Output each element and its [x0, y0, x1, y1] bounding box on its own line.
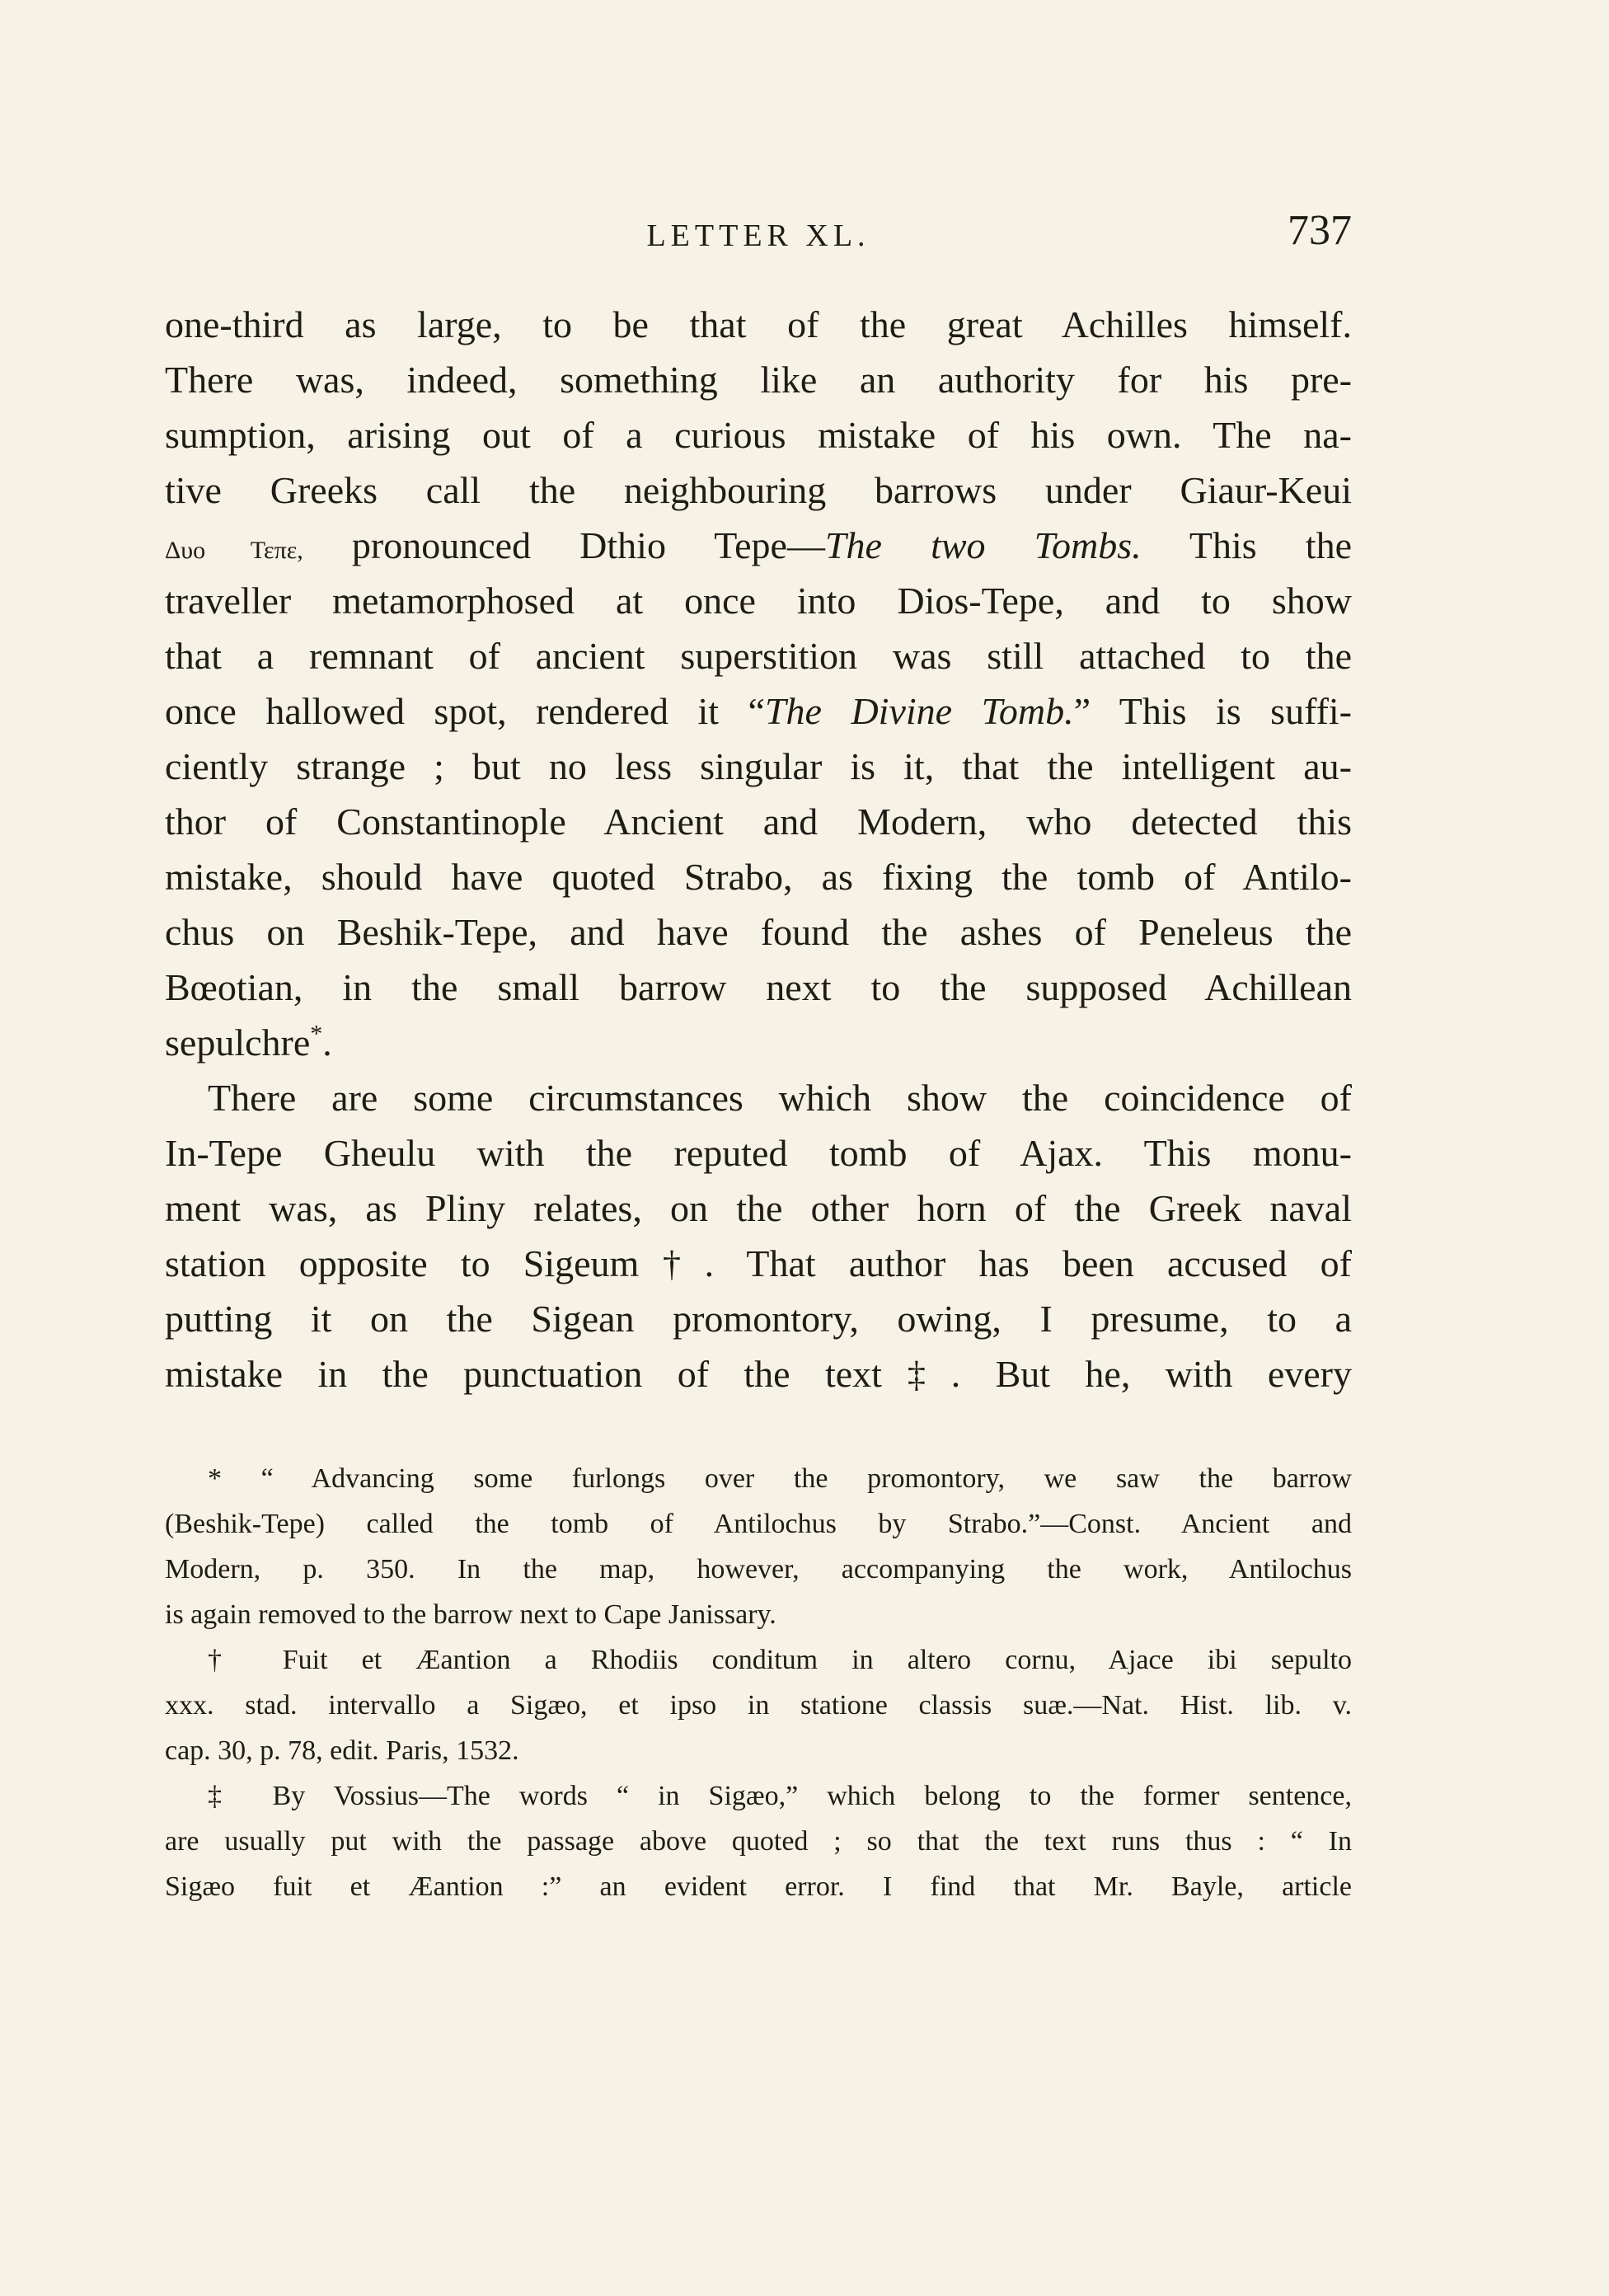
text-segment: mistake in the punctuation of the text — [165, 1353, 882, 1395]
text-line: sumption, arising out of a curious mistake of his own. The na- — [165, 414, 1352, 456]
greek-phrase: Δυο Τεπε, — [165, 537, 303, 564]
text-line: putting it on the Sigean promontory, owing, I presume, to a — [165, 1298, 1352, 1340]
text-line: In-Tepe Gheulu with the reputed tomb of Ajax. This monu- — [165, 1132, 1352, 1174]
italic-phrase: The two Tombs. — [824, 524, 1142, 566]
text-segment: sepulchre — [165, 1021, 311, 1063]
text-line: thor of Constantinople Ancient and Modern, who detected this — [165, 801, 1352, 843]
footnote-line: Sigæo fuit et Æantion :” an evident error. I find that Mr. Bayle, article — [165, 1871, 1352, 1902]
text-line: chus on Beshik-Tepe, and have found the ashes of Peneleus the — [165, 911, 1352, 953]
footnote-marker-double-dagger: ‡ — [881, 1355, 951, 1395]
footnote-line: xxx. stad. intervallo a Sigæo, et ipso in statione classis suæ.—Nat. Hist. lib. v. — [165, 1690, 1352, 1721]
text-line: There was, indeed, something like an authority for his pre- — [165, 359, 1352, 401]
footnote-line: ‡ By Vossius—The words “ in Sigæo,” which belong to the former sentence, — [208, 1781, 1352, 1811]
footnote-marker-dagger: † — [639, 1244, 705, 1284]
text-segment: . But he, with every — [950, 1353, 1352, 1395]
footnote-line: Modern, p. 350. In the map, however, accompanying the work, Antilochus — [165, 1554, 1352, 1585]
text-line — [165, 1346, 1352, 1402]
footnote-marker-asterisk: * — [310, 1020, 323, 1048]
text-line: that a remnant of ancient superstition was still attached to the — [165, 635, 1352, 677]
text-line: mistake, should have quoted Strabo, as fixing the tomb of Antilo- — [165, 856, 1352, 898]
footnote-line: cap. 30, p. 78, edit. Paris, 1532. — [165, 1735, 519, 1766]
running-head: LETTER XL. — [646, 218, 870, 253]
text-segment: once hallowed spot, rendered it “ — [165, 690, 765, 732]
text-line: one-third as large, to be that of the great Achilles himself. — [165, 303, 1352, 345]
text-segment: . That author has been accused of — [704, 1242, 1352, 1284]
text-line: traveller metamorphosed at once into Dios-Tepe, and to show — [165, 580, 1352, 622]
footnote-line: is again removed to the barrow next to Cape Janissary. — [165, 1599, 776, 1630]
text-line: Bœotian, in the small barrow next to the supposed Achillean — [165, 966, 1352, 1008]
footnote-line: † Fuit et Æantion a Rhodiis conditum in altero cornu, Ajace ibi sepulto — [208, 1645, 1352, 1675]
page-number: 737 — [1288, 207, 1352, 254]
text-segment: ” This is suffi- — [1073, 690, 1352, 732]
text-line — [165, 683, 1352, 739]
text-line — [165, 1236, 1352, 1291]
page-header — [165, 206, 1352, 272]
footnote-line: are usually put with the passage above quoted ; so that the text runs thus : “ In — [165, 1826, 1352, 1857]
footnote-line: * “ Advancing some furlongs over the promontory, we saw the barrow — [208, 1463, 1352, 1494]
text-line: ment was, as Pliny relates, on the other horn of the Greek naval — [165, 1187, 1352, 1229]
text-line: tive Greeks call the neighbouring barrows under Giaur-Keui — [165, 469, 1352, 511]
main-text — [165, 297, 1352, 1402]
text-segment: This the — [1189, 524, 1352, 566]
text-line — [165, 518, 1352, 573]
text-line: ciently strange ; but no less singular is it, that the intelligent au- — [165, 745, 1352, 787]
text-line — [165, 1015, 1352, 1070]
text-segment: station opposite to Sigeum — [165, 1242, 640, 1284]
footnotes — [165, 1456, 1352, 1909]
text-line: There are some circumstances which show the coincidence of — [208, 1077, 1352, 1119]
text-segment: pronounced Dthio Tepe— — [351, 524, 825, 566]
text-segment: . — [322, 1021, 332, 1063]
italic-phrase: The Divine Tomb. — [764, 690, 1074, 732]
footnote-line: (Beshik-Tepe) called the tomb of Antilochus by Strabo.”—Const. Ancient and — [165, 1509, 1352, 1539]
